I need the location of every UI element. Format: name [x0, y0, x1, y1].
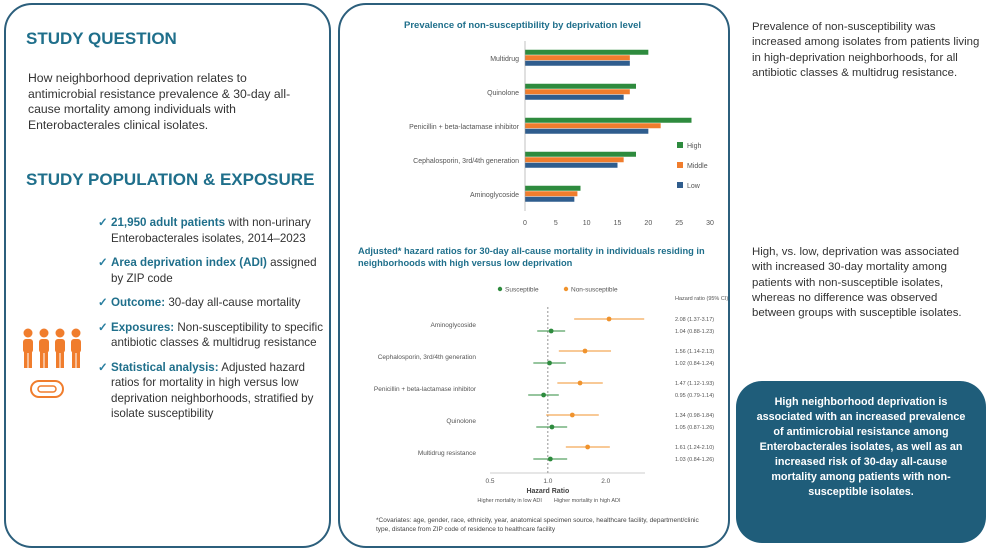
legend-label-non-susceptible: Non-susceptible [571, 286, 618, 294]
direction-label-left: Higher mortality in low ADI [477, 498, 542, 504]
result-prevalence-text: Prevalence of non-susceptibility was increased among isolates from patients living in high-deprivation neighborhoods, for all antibiotic classes & multidrug resistance. [752, 21, 980, 79]
result-mortality-text: High, vs. low, deprivation was associated with increased 30-day mortality among patients with non-susceptible isolates, whereas no difference was observed between groups with susceptible isolates. [752, 246, 962, 320]
exposure-item-highlight: 21,950 adult patients [111, 216, 226, 229]
bar-category-label: Aminoglycoside [469, 192, 519, 199]
check-icon: ✓ [98, 360, 108, 374]
hr-value-label: 1.04 (0.88-1.23) [675, 329, 715, 335]
forest-x-axis-label: Hazard Ratio [526, 488, 570, 495]
bar-x-tick-label: 0 [523, 220, 527, 227]
legend-swatch-low [677, 182, 683, 188]
bar-category-label: Quinolone [487, 90, 519, 97]
hr-point-non-susceptible [570, 413, 575, 418]
hr-point-susceptible [549, 329, 554, 334]
exposure-item-highlight: Area deprivation index (ADI) [111, 256, 267, 269]
exposure-item-highlight: Statistical analysis: [111, 360, 219, 374]
bar-middle [525, 191, 577, 196]
hr-value-label: 0.95 (0.79-1.14) [675, 393, 715, 399]
check-icon: ✓ [98, 256, 108, 269]
bar-x-tick-label: 5 [553, 220, 558, 227]
hr-value-label: 1.47 (1.12-1.93) [675, 381, 715, 387]
hr-column-header: Hazard ratio (95% CI) [675, 296, 728, 302]
conclusion-box [736, 381, 986, 543]
exposure-item-text: Non-susceptibility to specific antibiotic classes & multidrug resistance [111, 320, 324, 349]
hazard-ratio-forest-plot [340, 283, 728, 515]
pill-icon [30, 379, 64, 399]
bar-x-tick-label: 10 [582, 220, 591, 227]
bar-low [525, 129, 648, 134]
hr-value-label: 1.61 (1.24-2.10) [675, 445, 715, 451]
hr-point-non-susceptible [607, 317, 612, 322]
forest-category-label: Aminoglycoside [430, 322, 476, 329]
covariates-footnote: *Covariates: age, gender, race, ethnicity, year, anatomical specimen source, healthcare facility, department/clinic type, distance from ZIP code of residence to healthcare facility [376, 517, 699, 533]
population-heading: STUDY POPULATION & EXPOSURE [26, 170, 315, 189]
hr-value-label: 1.05 (0.87-1.26) [675, 425, 715, 431]
check-icon: ✓ [98, 216, 108, 229]
direction-label-right: Higher mortality in high ADI [553, 498, 621, 504]
hr-value-label: 1.56 (1.14-2.13) [675, 349, 715, 355]
hr-value-label: 1.02 (0.84-1.24) [675, 361, 715, 367]
hr-point-susceptible [547, 361, 552, 366]
bar-middle [525, 157, 624, 162]
study-question-heading: STUDY QUESTION [26, 29, 177, 48]
hr-point-susceptible [541, 393, 546, 398]
exposure-item-text: assigned by ZIP code [111, 256, 317, 285]
bar-category-label: Cephalosporin, 3rd/4th generation [413, 158, 519, 165]
bar-x-tick-label: 20 [644, 220, 653, 227]
exposure-item-text: 30-day all-cause mortality [165, 296, 301, 309]
prevalence-bar-chart [340, 33, 728, 233]
exposure-item [98, 360, 326, 422]
bar-low [525, 61, 630, 66]
bar-high [525, 84, 636, 89]
bar-high [525, 118, 692, 123]
exposure-item [98, 215, 326, 246]
bar-low [525, 95, 624, 100]
bar-low [525, 197, 574, 202]
hr-point-susceptible [550, 425, 555, 430]
bar-high [525, 186, 581, 191]
bar-middle [525, 89, 630, 94]
forest-x-tick-label: 1.0 [543, 478, 553, 485]
check-icon: ✓ [98, 320, 108, 334]
exposure-item [98, 320, 326, 351]
exposure-item-text: Adjusted hazard ratios for mortality in high versus low deprivation neighborhoods, stratified by isolate susceptibility [111, 360, 314, 420]
bar-middle [525, 55, 630, 60]
results-panel [338, 3, 730, 548]
exposure-item-text: with non-urinary Enterobacterales isolates, 2014–2023 [111, 216, 311, 245]
forest-category-label: Cephalosporin, 3rd/4th generation [377, 354, 476, 361]
exposure-item-highlight: Outcome: [111, 296, 166, 309]
bar-high [525, 50, 648, 55]
hr-point-non-susceptible [585, 445, 590, 450]
hr-value-label: 1.03 (0.84-1.26) [675, 457, 715, 463]
bar-middle [525, 123, 661, 128]
hr-value-label: 2.08 (1.37-3.17) [675, 317, 715, 323]
conclusion-text: High neighborhood deprivation is associated with an increased prevalence of antimicrobial resistance among Enterobacterales isolates, as well as an increased risk of 30-day all-cause mortality among patients with non-susceptible isolates. [756, 396, 966, 498]
bar-category-label: Multidrug [490, 56, 519, 63]
bar-x-tick-label: 30 [706, 220, 714, 227]
legend-swatch-high [677, 142, 683, 148]
legend-label-middle: Middle [687, 163, 708, 170]
forest-plot-title: Adjusted* hazard ratios for 30-day all-cause mortality in individuals residing in neighborhoods with high versus low deprivation [358, 246, 705, 268]
study-question-text: How neighborhood deprivation relates to antimicrobial resistance prevalence & 30-day all-cause mortality among individuals with Enterobacterales clinical isolates. [28, 71, 291, 132]
bar-category-label: Penicillin + beta-lactamase inhibitor [409, 124, 519, 131]
bar-chart-title: Prevalence of non-susceptibility by deprivation level [404, 20, 642, 31]
study-design-panel [4, 3, 331, 548]
exposure-item [98, 255, 326, 286]
bar-high [525, 152, 636, 157]
exposure-item [98, 295, 326, 311]
forest-category-label: Quinolone [446, 418, 476, 425]
people-icon [20, 327, 84, 371]
hr-point-susceptible [548, 457, 553, 462]
hr-value-label: 1.34 (0.98-1.84) [675, 413, 715, 419]
legend-label-low: Low [687, 183, 700, 190]
forest-category-label: Multidrug resistance [417, 450, 476, 457]
forest-x-tick-label: 0.5 [485, 478, 495, 485]
legend-dot-non-susceptible [564, 287, 568, 291]
forest-category-label: Penicillin + beta-lactamase inhibitor [373, 386, 476, 393]
legend-label-high: High [687, 143, 702, 150]
hr-point-non-susceptible [578, 381, 583, 386]
forest-x-tick-label: 2.0 [601, 478, 611, 485]
legend-dot-susceptible [498, 287, 502, 291]
bar-low [525, 163, 618, 168]
legend-label-susceptible: Susceptible [505, 286, 539, 294]
check-icon: ✓ [98, 296, 108, 309]
exposure-list [98, 215, 326, 431]
legend-swatch-middle [677, 162, 683, 168]
bar-x-tick-label: 15 [613, 220, 622, 227]
exposure-item-highlight: Exposures: [111, 320, 175, 334]
hr-point-non-susceptible [583, 349, 588, 354]
bar-x-tick-label: 25 [675, 220, 684, 227]
